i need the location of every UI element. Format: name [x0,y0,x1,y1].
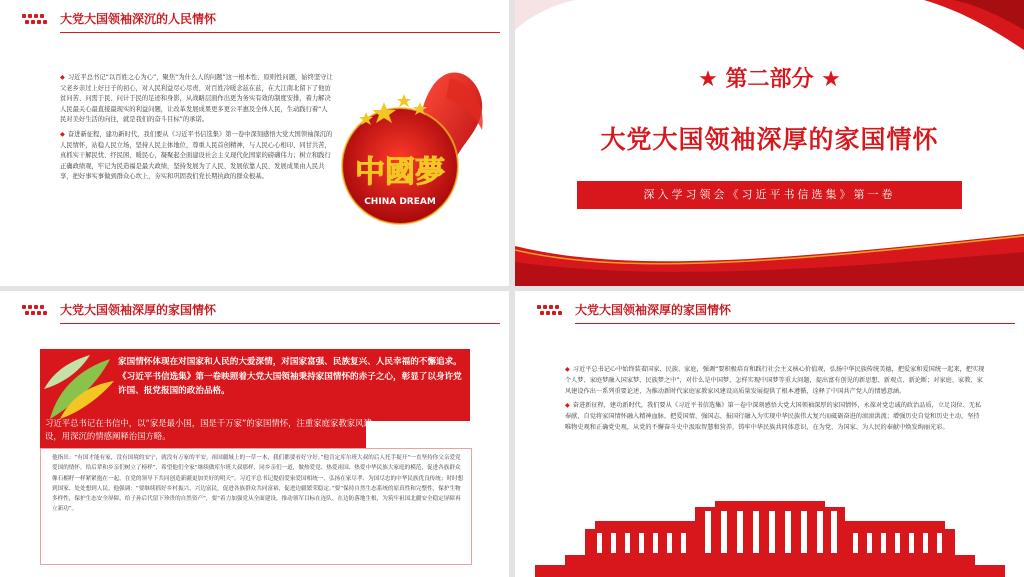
slide-main-title: 大党大国领袖深厚的家国情怀 [600,125,939,154]
subtitle-band: 深入学习领会《习近平书信选集》第一卷 [577,181,962,209]
logo-text: 中國夢 [355,155,445,190]
bullet-icon: ◆ [565,366,570,373]
corner-left-decoration [515,0,575,40]
bullet-icon: ◆ [565,402,570,410]
great-hall-icon [535,499,1005,577]
title-underline [575,323,1015,324]
title-underline [60,323,500,324]
china-dream-emblem [322,64,508,278]
leaf-decoration [40,349,124,421]
dots-decoration [22,14,50,24]
paragraph-text: 奋进新征程，建功新时代，我们要从《习近平书信选集》第一卷中深刻感悟大党大国领袖深沉的人民情怀，站稳人民立场，坚持人民主体地位，尊重人民首创精神，与人民心心相印、同甘共苦，真抓实干解民忧、纾民困、暖民心，凝聚起全面建设社会主义现代化国家的磅礴伟力；树立和践行正确政绩观，牢记为民造福是最大政绩，坚持发展为了人民、发展依靠人民、发展成果由人民共享，把好事实事做到群众心坎上，夯实和巩固我们党长期执政的群众根基。 [60,130,333,181]
slide-body [565,365,985,438]
title-underline [60,32,500,33]
slide-title: 大党大国领袖深厚的家国情怀 [60,303,217,317]
paragraph [60,130,334,183]
dots-decoration [22,305,50,315]
slide-1[interactable] [0,0,509,286]
paragraph [565,365,985,397]
bottom-wave-decoration [515,226,1024,286]
slide-3[interactable] [0,291,509,577]
corner-decoration [884,0,1024,60]
paragraph-text: 习近平总书记心中始终装着国家、民族、家庭，强调“要积极培育和践行社会主义核心价值观，弘扬中华民族传统美德，把爱家和爱国统一起来，把实现个人梦、家庭梦融入国家梦、民族梦之中”，对什么是中国梦、怎样实现中国梦等重大问题，提出富有创见的新思想、新观点、新论断；对家庭、家教、家风建设作出一系列重要论述，为推动新时代家庭家教家风建设高质量发展提供了根本遵循，诠释了中国共产党人的情感意涵。 [565,366,985,395]
bullet-icon: ◆ [60,130,65,138]
bullet-icon: ◆ [60,74,65,81]
slide-body [60,73,334,187]
slide-title: 大党大国领袖深厚的家国情怀 [575,303,732,317]
dots-decoration [537,305,565,315]
quote-text: 习近平总书记在书信中，以“家是最小国，国是千万家”的家国情怀，注重家庭家教家风建设，用深沉的情感阐释治国方略。 [45,418,372,441]
paragraph [565,401,985,433]
slide-title: 大党大国领袖深沉的人民情怀 [60,12,217,26]
logo-subtext: CHINA DREAM [364,197,436,207]
part-label: ★ 第二部分 ★ [698,67,841,92]
highlight-text: 家国情怀体现在对国家和人民的大爱深情，对国家富强、民族复兴、人民幸福的不懈追求。《习近平书信选集》第一卷映照着大党大国领袖秉持家国情怀的赤子之心，彰显了以身许党许国、报党报国的政治品格。 [118,357,462,396]
paragraph-text: 习近平总书记“以百姓之心为心”，聚焦“为什么人的问题”这一根本性、原则性问题，始终坚守让父老乡亲过上好日子的初心，对人民利益尽心尽责、对百姓冷暖念兹在兹，在大江南北留下了他访贫问苦、问需于民、问计于民的足迹和身影，从战略层面作出更为务实有效的制度安排，着力解决人民最关心最直接最现实的利益问题，让改革发展成果更多更公平惠及全体人民，生动践行着“人民对美好生活的向往，就是我们的奋斗目标”的承诺。 [60,74,333,124]
paragraph [60,73,334,126]
paragraph-text: 奋进新征程，建功新时代，我们要从《习近平书信选集》第一卷中深刻感悟大党大国领袖深厚的家国情怀，永葆对党忠诚的政治品质，立足岗位、无私奉献，自觉将家国情怀融入精神血脉，把爱国情、强国志、报国行融入为实现中华民族伟大复兴而砥砺奋进的滚滚洪流；增强历史自觉和历史主动，坚持唯物史观和正确党史观，从党的不懈奋斗史中汲取智慧和营养，铸牢中华民族共同体意识，在为党、为国家、为人民的奉献中焕发绚丽光彩。 [565,402,982,431]
slide-2[interactable] [515,0,1024,286]
body-text: 他指出：“有国才能有家，没有国境的安宁，就没有万家的平安。祖国疆域上的一草一木，我们都要看好守好。”他肯定库尔班大叔的后人托手捉开“一直坚持你父亲爱党爱国的情怀，给后辈和乡亲们树立了榜样”，希望他们全家“继续做库尔班大叔那样，同乡亲们一道，做热爱党、热爱祖国、热爱中华民族大家庭的模范，促进各族群众像石榴籽一样紧紧抱在一起，在党的领导下共同创造新疆更加美好的明天”。习近平总书记提倡爱家爱国相统一，弘扬在家尽孝、为国尽忠的中华民族优良传统；时时想到国家、处处想到人民。他强调：“要继续抓好乡村振兴、兴边富民，促进各族群众共同富裕，促进边疆繁荣稳定。”要“保持自然生态系统的原真性和完整性，保护生物多样性，保护生态安全屏障，给子孙后代留下珍贵的自然资产”，要“着力加强党从全面建设，推动领军目标在连队、在边防落地生根，为筑牢祖国北疆安全稳定屏障再立新功”。 [52,455,464,513]
slide-4[interactable] [515,291,1024,577]
